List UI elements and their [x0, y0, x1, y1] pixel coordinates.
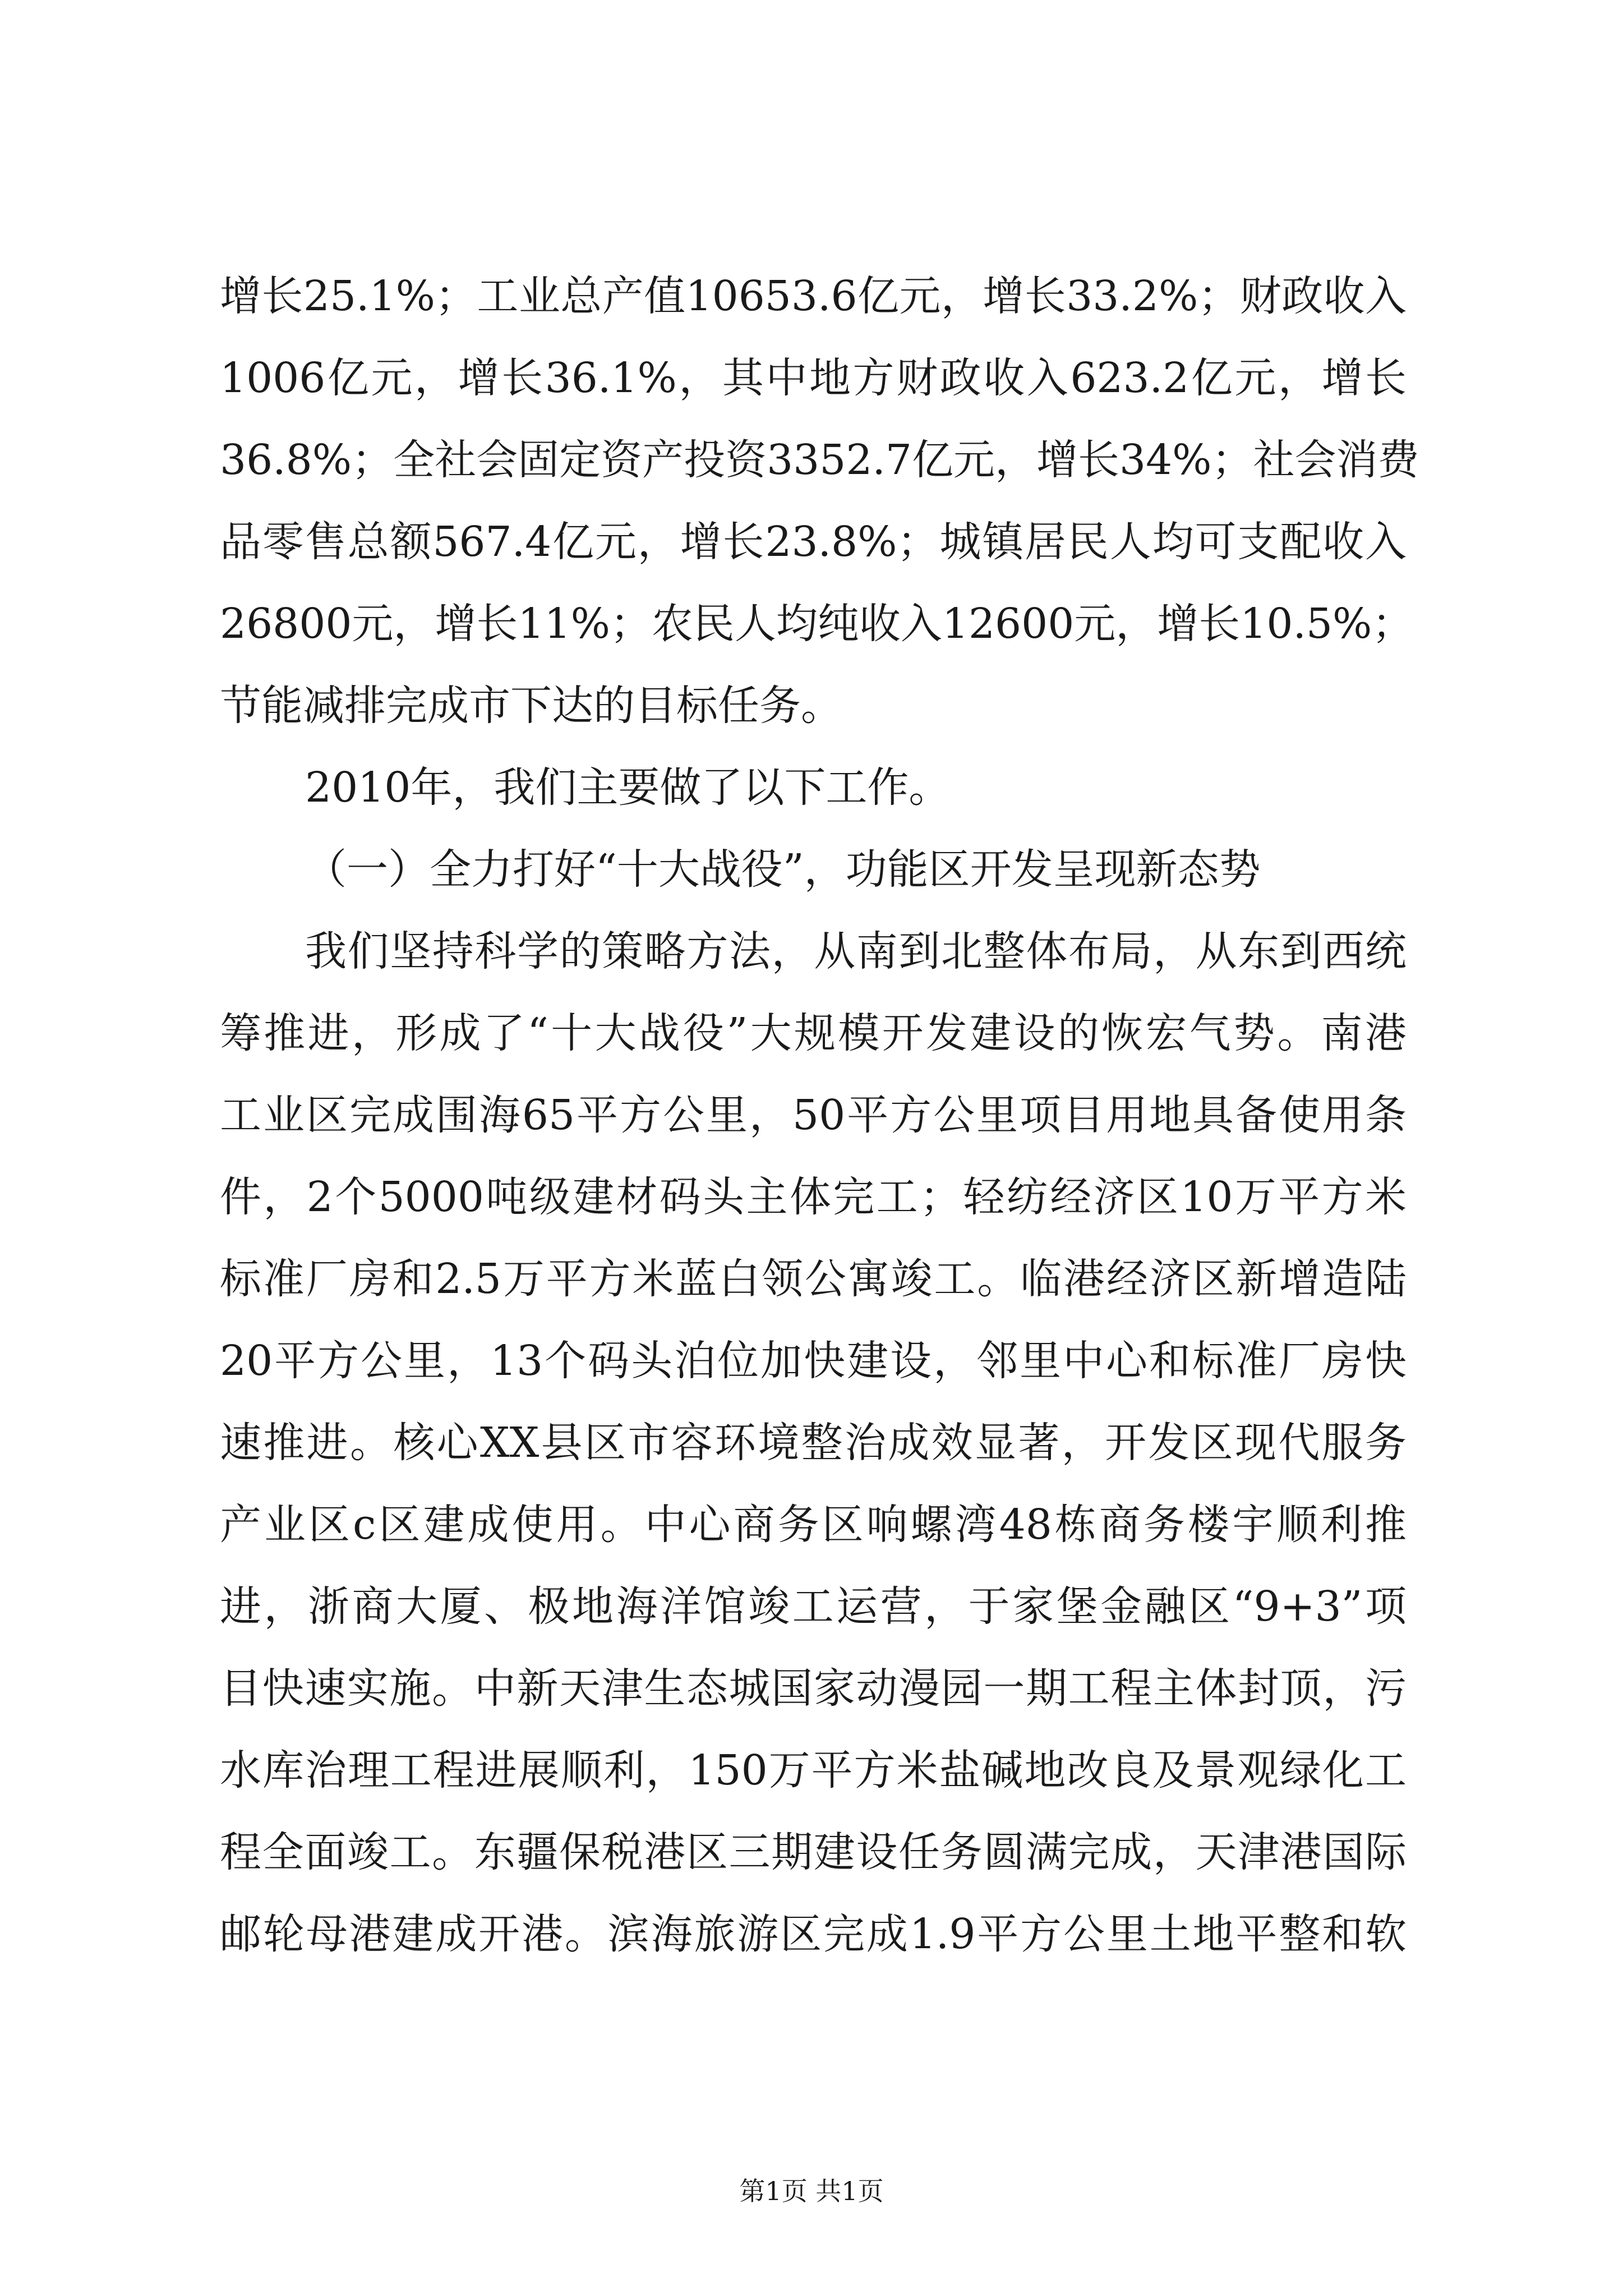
- text-line: 26800元，增长11%；农民人均纯收入12600元，增长10.5%；: [220, 600, 1414, 648]
- text-line: 工业区完成围海65平方公里，50平方公里项目用地具备使用条: [220, 1091, 1407, 1139]
- paragraph-first-line: 我们坚持科学的策略方法，从南到北整体布局，从东到西统: [305, 927, 1407, 976]
- text-line: 标准厂房和2.5万平方米蓝白领公寓竣工。临港经济区新增造陆: [220, 1255, 1407, 1303]
- text-line: 筹推进，形成了“十大战役”大规模开发建设的恢宏气势。南港: [220, 1009, 1407, 1057]
- page-footer: 第1页 共1页: [739, 2176, 884, 2206]
- paragraph-intro: 2010年，我们主要做了以下工作。: [305, 763, 951, 812]
- text-line: 水库治理工程进展顺利，150万平方米盐碱地改良及景观绿化工: [220, 1746, 1407, 1795]
- text-line: 20平方公里，13个码头泊位加快建设，邻里中心和标准厂房快: [220, 1337, 1407, 1385]
- text-line: 增长25.1%；工业总产值10653.6亿元，增长33.2%；财政收入: [220, 272, 1407, 320]
- text-line: 产业区c区建成使用。中心商务区响螺湾48栋商务楼宇顺利推: [220, 1501, 1407, 1549]
- text-line: 进，浙商大厦、极地海洋馆竣工运营，于家堡金融区“9+3”项: [220, 1582, 1407, 1631]
- text-line: 品零售总额567.4亿元，增长23.8%；城镇居民人均可支配收入: [220, 518, 1407, 566]
- text-line: 件，2个5000吨级建材码头主体完工；轻纺经济区10万平方米: [220, 1173, 1407, 1221]
- text-line: 36.8%；全社会固定资产投资3352.7亿元，增长34%；社会消费: [220, 436, 1419, 484]
- text-line: 目快速实施。中新天津生态城国家动漫园一期工程主体封顶，污: [220, 1664, 1407, 1713]
- section-heading: （一）全力打好“十大战役”，功能区开发呈现新态势: [305, 845, 1261, 894]
- text-line: 速推进。核心XX县区市容环境整治成效显著，开发区现代服务: [220, 1419, 1407, 1467]
- text-line: 程全面竣工。东疆保税港区三期建设任务圆满完成，天津港国际: [220, 1828, 1407, 1876]
- body-text: [220, 255, 1419, 1975]
- text-line: 邮轮母港建成开港。滨海旅游区完成1.9平方公里土地平整和软: [220, 1910, 1407, 1958]
- text-line: 1006亿元，增长36.1%，其中地方财政收入623.2亿元，增长: [220, 354, 1407, 402]
- text-line: 节能减排完成市下达的目标任务。: [220, 682, 842, 730]
